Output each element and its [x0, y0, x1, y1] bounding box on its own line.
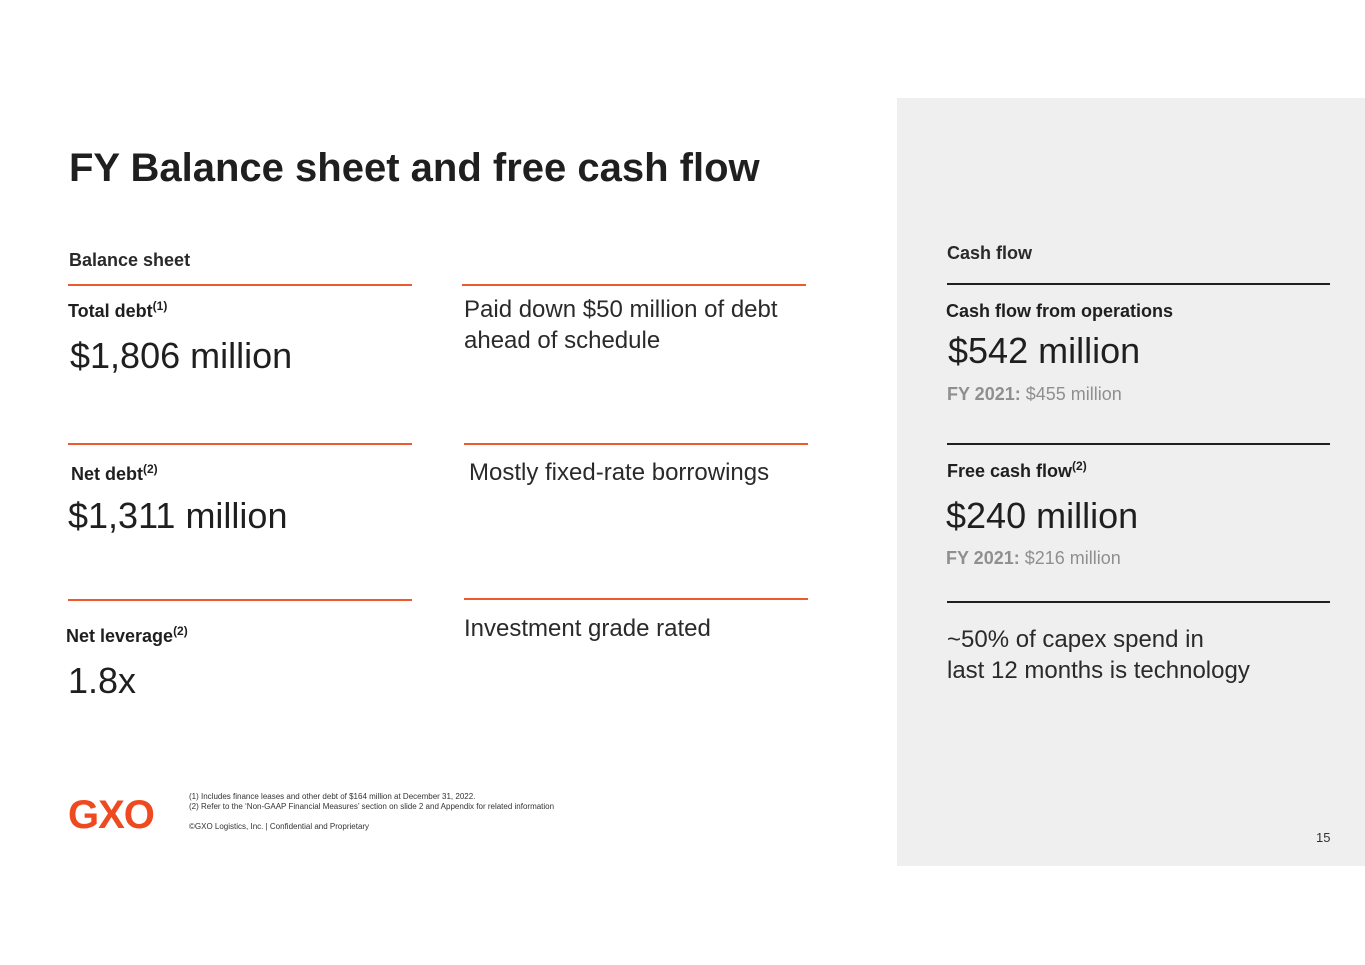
- page-number: 15: [1316, 830, 1331, 845]
- footnote-ref: (2): [1072, 459, 1087, 473]
- capex-note-line: ~50% of capex spend in: [947, 626, 1204, 653]
- cash-flow-panel: [897, 98, 1365, 866]
- fcf-prior-year: [946, 548, 1121, 569]
- total-debt-label-text: Total debt: [68, 301, 153, 321]
- footnote-ref: (2): [143, 462, 158, 476]
- highlight-fixed-rate: Mostly fixed-rate borrowings: [469, 459, 770, 486]
- capex-note-line: last 12 months is technology: [947, 657, 1250, 684]
- gxo-logo: GXO: [68, 793, 154, 837]
- highlight-debt-paydown: Paid down $50 million of debt ahead of schedule: [464, 296, 778, 354]
- net-debt-value: $1,311 million: [68, 495, 288, 536]
- net-debt-label: [71, 464, 158, 485]
- divider: [68, 443, 412, 445]
- fcf-value: $240 million: [946, 495, 1139, 536]
- total-debt-value: $1,806 million: [70, 335, 293, 376]
- divider: [68, 599, 412, 601]
- copyright: ©GXO Logistics, Inc. | Confidential and Proprietary: [189, 822, 370, 831]
- divider: [464, 598, 808, 600]
- divider: [947, 283, 1330, 285]
- divider: [68, 284, 412, 286]
- cash-flow-heading: Cash flow: [947, 243, 1033, 263]
- footnote-2: (2) Refer to the ‘Non-GAAP Financial Measures’ section on slide 2 and Appendix for related information: [189, 802, 555, 811]
- divider: [947, 601, 1330, 603]
- prior-year-label: FY 2021:: [947, 384, 1021, 404]
- highlight-investment-grade: Investment grade rated: [464, 615, 711, 642]
- footnote-1: (1) Includes finance leases and other debt of $164 million at December 31, 2022.: [189, 792, 476, 801]
- fcf-label: [947, 461, 1087, 482]
- prior-year-label: FY 2021:: [946, 548, 1020, 568]
- cfo-prior-year: [947, 384, 1122, 405]
- prior-year-value: $455 million: [1025, 384, 1122, 404]
- divider: [947, 443, 1330, 445]
- cfo-label: Cash flow from operations: [946, 301, 1174, 321]
- net-leverage-label-text: Net leverage: [66, 626, 174, 646]
- page-title: FY Balance sheet and free cash flow: [69, 146, 760, 190]
- net-leverage-label: [66, 626, 188, 647]
- divider: [462, 284, 806, 286]
- footnote-ref: (2): [173, 624, 188, 638]
- footnote-ref: (1): [152, 299, 168, 313]
- net-leverage-value: 1.8x: [68, 660, 137, 701]
- capex-note: [947, 624, 1250, 686]
- fcf-label-text: Free cash flow: [947, 461, 1073, 481]
- cfo-value: $542 million: [948, 330, 1141, 371]
- balance-sheet-heading: Balance sheet: [69, 250, 191, 270]
- prior-year-value: $216 million: [1024, 548, 1121, 568]
- net-debt-label-text: Net debt: [71, 464, 143, 484]
- total-debt-label: [68, 301, 167, 322]
- footnotes: [189, 792, 554, 812]
- divider: [464, 443, 808, 445]
